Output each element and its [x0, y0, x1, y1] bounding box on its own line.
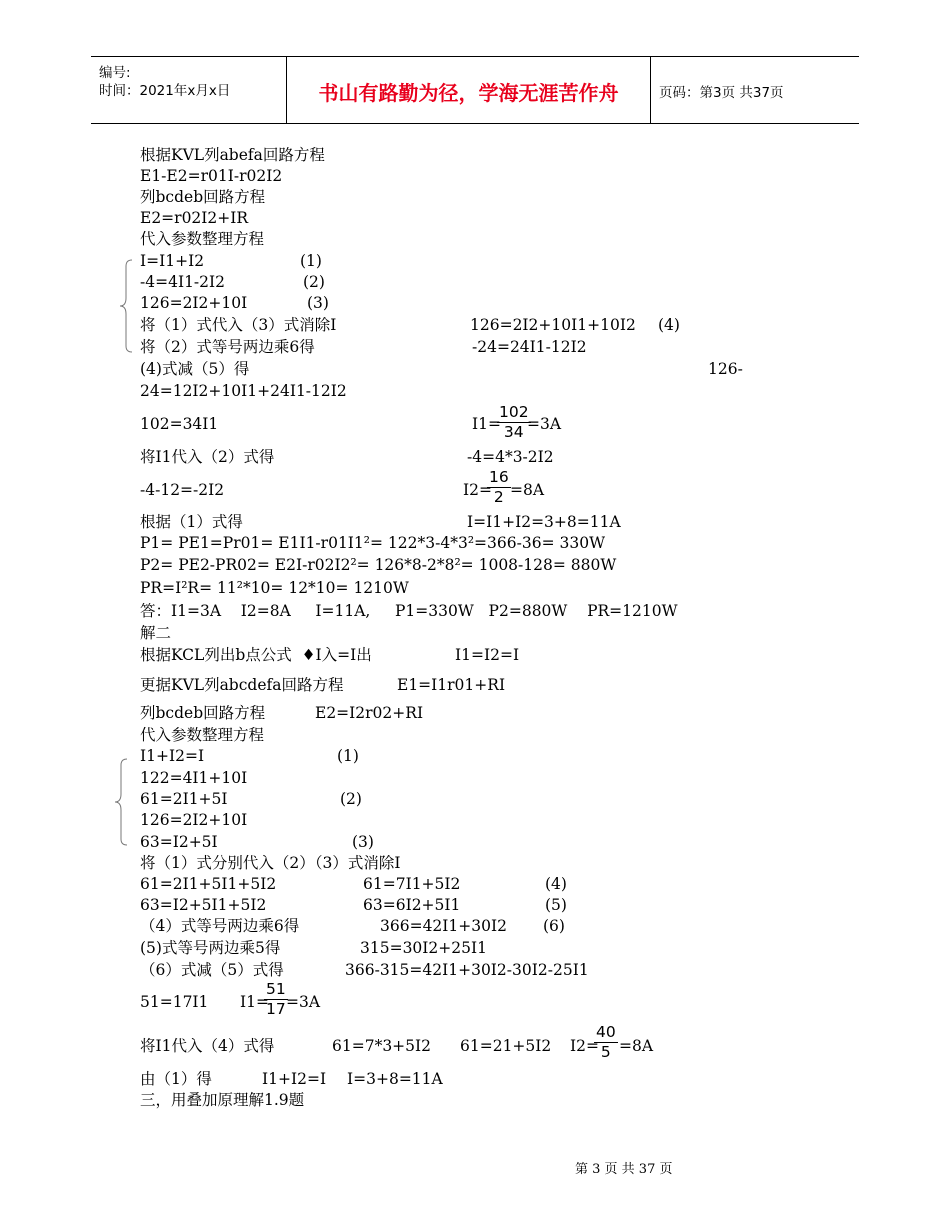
text-line: 将I1代入（4）式得 — [140, 1037, 275, 1055]
equation-line: I1+I2=I — [140, 747, 205, 765]
equation-line: 126=2I2+10I — [140, 294, 248, 312]
equation-number: (3) — [352, 833, 374, 851]
fraction-denominator: 34 — [503, 423, 524, 441]
fraction — [264, 980, 288, 1019]
fraction — [487, 468, 511, 507]
fraction-denominator: 2 — [493, 488, 504, 506]
fraction-denominator: 17 — [266, 1000, 286, 1018]
text-line: 更据KVL列abcdefa回路方程 — [140, 676, 344, 694]
text-line: 解二 — [140, 624, 172, 642]
equation-line: I2= — [463, 481, 492, 499]
equation-line: 24=12I2+10I1+24I1-12I2 — [140, 382, 347, 400]
page-footer: 第 3 页 共 37 页 — [575, 1162, 673, 1177]
section-heading: 三，用叠加原理解1.9题 — [140, 1091, 305, 1109]
equation-line: 61=2I1+5I1+5I2 — [140, 875, 277, 893]
equation-line: =8A — [510, 481, 545, 499]
text-line: （4）式等号两边乘6得 — [140, 917, 300, 935]
text-line: （6）式减（5）式得 — [140, 961, 284, 979]
equation-line: 122=4I1+10I — [140, 769, 248, 787]
equation-line: I1= — [240, 993, 269, 1011]
text-line: 根据KCL列出b点公式 ♦I入=I出 — [140, 646, 372, 664]
fraction-numerator: 16 — [489, 468, 509, 486]
equation-number: (5) — [545, 896, 567, 914]
equation-line: 51=17I1 — [140, 993, 209, 1011]
equation-line: 61=2I1+5I — [140, 790, 228, 808]
equation-brace-2 — [113, 757, 129, 847]
fraction-numerator: 51 — [266, 980, 286, 998]
equation-number: (1) — [300, 252, 322, 270]
text-line: (5)式等号两边乘5得 — [140, 939, 281, 957]
equation-number: (4) — [545, 875, 567, 893]
answer-line: 答：I1=3A I2=8A I=11A, P1=330W P2=880W PR=1210W — [140, 602, 678, 620]
equation-line: E2=r02I2+IR — [140, 209, 249, 227]
equation-number: (2) — [340, 790, 362, 808]
equation-number: (6) — [543, 917, 565, 935]
equation-line: -4=4I1-2I2 — [140, 273, 226, 291]
serial-label: 编号: — [99, 65, 131, 81]
text-line: 将（2）式等号两边乘6得 — [140, 338, 315, 356]
equation-number: (2) — [303, 273, 325, 291]
equation-line: I=I1+I2=3+8=11A — [467, 513, 621, 531]
equation-line: -4-12=-2I2 — [140, 481, 225, 499]
page-label: 页码：第3页 共37页 — [659, 85, 784, 101]
equation-line: 61=7*3+5I2 — [332, 1037, 432, 1055]
equation-line: I1= — [472, 415, 501, 433]
equation-line: 315=30I2+25I1 — [360, 939, 487, 957]
text-line: 根据（1）式得 — [140, 513, 243, 531]
equation-line: 63=I2+5I — [140, 833, 218, 851]
equation-line: 366-315=42I1+30I2-30I2-25I1 — [345, 961, 589, 979]
equation-line: P2= PE2-PR02= E2I-r02I2²= 126*8-2*8²= 1008-128= 880W — [140, 556, 617, 574]
equation-line: I=I1+I2 — [140, 252, 205, 270]
text-line: (4)式减（5）得 — [140, 360, 250, 378]
motto: 书山有路勤为径，学海无涯苦作舟 — [318, 81, 619, 105]
text-line: 代入参数整理方程 — [140, 230, 265, 248]
text-line: 列bcdeb回路方程 — [140, 188, 266, 206]
equation-line: PR=I²R= 11²*10= 12*10= 1210W — [140, 579, 409, 597]
equation-number: (4) — [658, 316, 680, 334]
text-line: 将I1代入（2）式得 — [140, 448, 275, 466]
equation-line: -4=4*3-2I2 — [467, 448, 554, 466]
equation-line: E2=I2r02+RI — [315, 704, 424, 722]
equation-line: 126=2I2+10I — [140, 811, 248, 829]
equation-line: I2= — [570, 1037, 599, 1055]
text-line: 代入参数整理方程 — [140, 726, 265, 744]
equation-line: 63=I2+5I1+5I2 — [140, 896, 267, 914]
equation-line: 126=2I2+10I1+10I2 — [470, 316, 636, 334]
equation-line: I=3+8=11A — [347, 1070, 443, 1088]
text-line: 根据KVL列abefa回路方程 — [140, 146, 325, 164]
equation-line: I1=I2=I — [455, 646, 520, 664]
text-line: 由（1）得 — [140, 1070, 212, 1088]
equation-line: 61=21+5I2 — [460, 1037, 552, 1055]
text-line: 将（1）式代入（3）式消除I — [140, 316, 337, 334]
text-line: 将（1）式分别代入（2）（3）式消除I — [140, 854, 401, 872]
equation-line: 61=7I1+5I2 — [363, 875, 461, 893]
equation-line: P1= PE1=Pr01= E1I1-r01I1²= 122*3-4*3²=366-36= 330W — [140, 534, 605, 552]
equation-line: =8A — [619, 1037, 654, 1055]
equation-line: E1=I1r01+RI — [397, 676, 506, 694]
equation-number: (3) — [307, 294, 329, 312]
equation-line: 126- — [708, 360, 743, 378]
equation-line: 366=42I1+30I2 — [380, 917, 507, 935]
equation-line: =3A — [286, 993, 321, 1011]
fraction — [594, 1023, 618, 1062]
header-motto-cell — [287, 57, 651, 123]
fraction — [497, 403, 531, 442]
fraction-denominator: 5 — [600, 1043, 611, 1061]
equation-line: E1-E2=r01I-r02I2 — [140, 167, 283, 185]
text-line: 列bcdeb回路方程 — [140, 704, 266, 722]
equation-number: (1) — [337, 747, 359, 765]
page-header — [91, 56, 859, 124]
header-meta-cell — [91, 57, 287, 123]
fraction-numerator: 102 — [499, 403, 529, 421]
equation-line: -24=24I1-12I2 — [472, 338, 587, 356]
time-label: 时间：2021年x月x日 — [99, 83, 231, 99]
header-page-cell — [651, 57, 859, 123]
fraction-numerator: 40 — [596, 1023, 616, 1041]
equation-line: =3A — [527, 415, 562, 433]
equation-line: 63=6I2+5I1 — [363, 896, 461, 914]
equation-line: I1+I2=I — [262, 1070, 327, 1088]
equation-brace-1 — [118, 258, 134, 354]
equation-line: 102=34I1 — [140, 415, 219, 433]
